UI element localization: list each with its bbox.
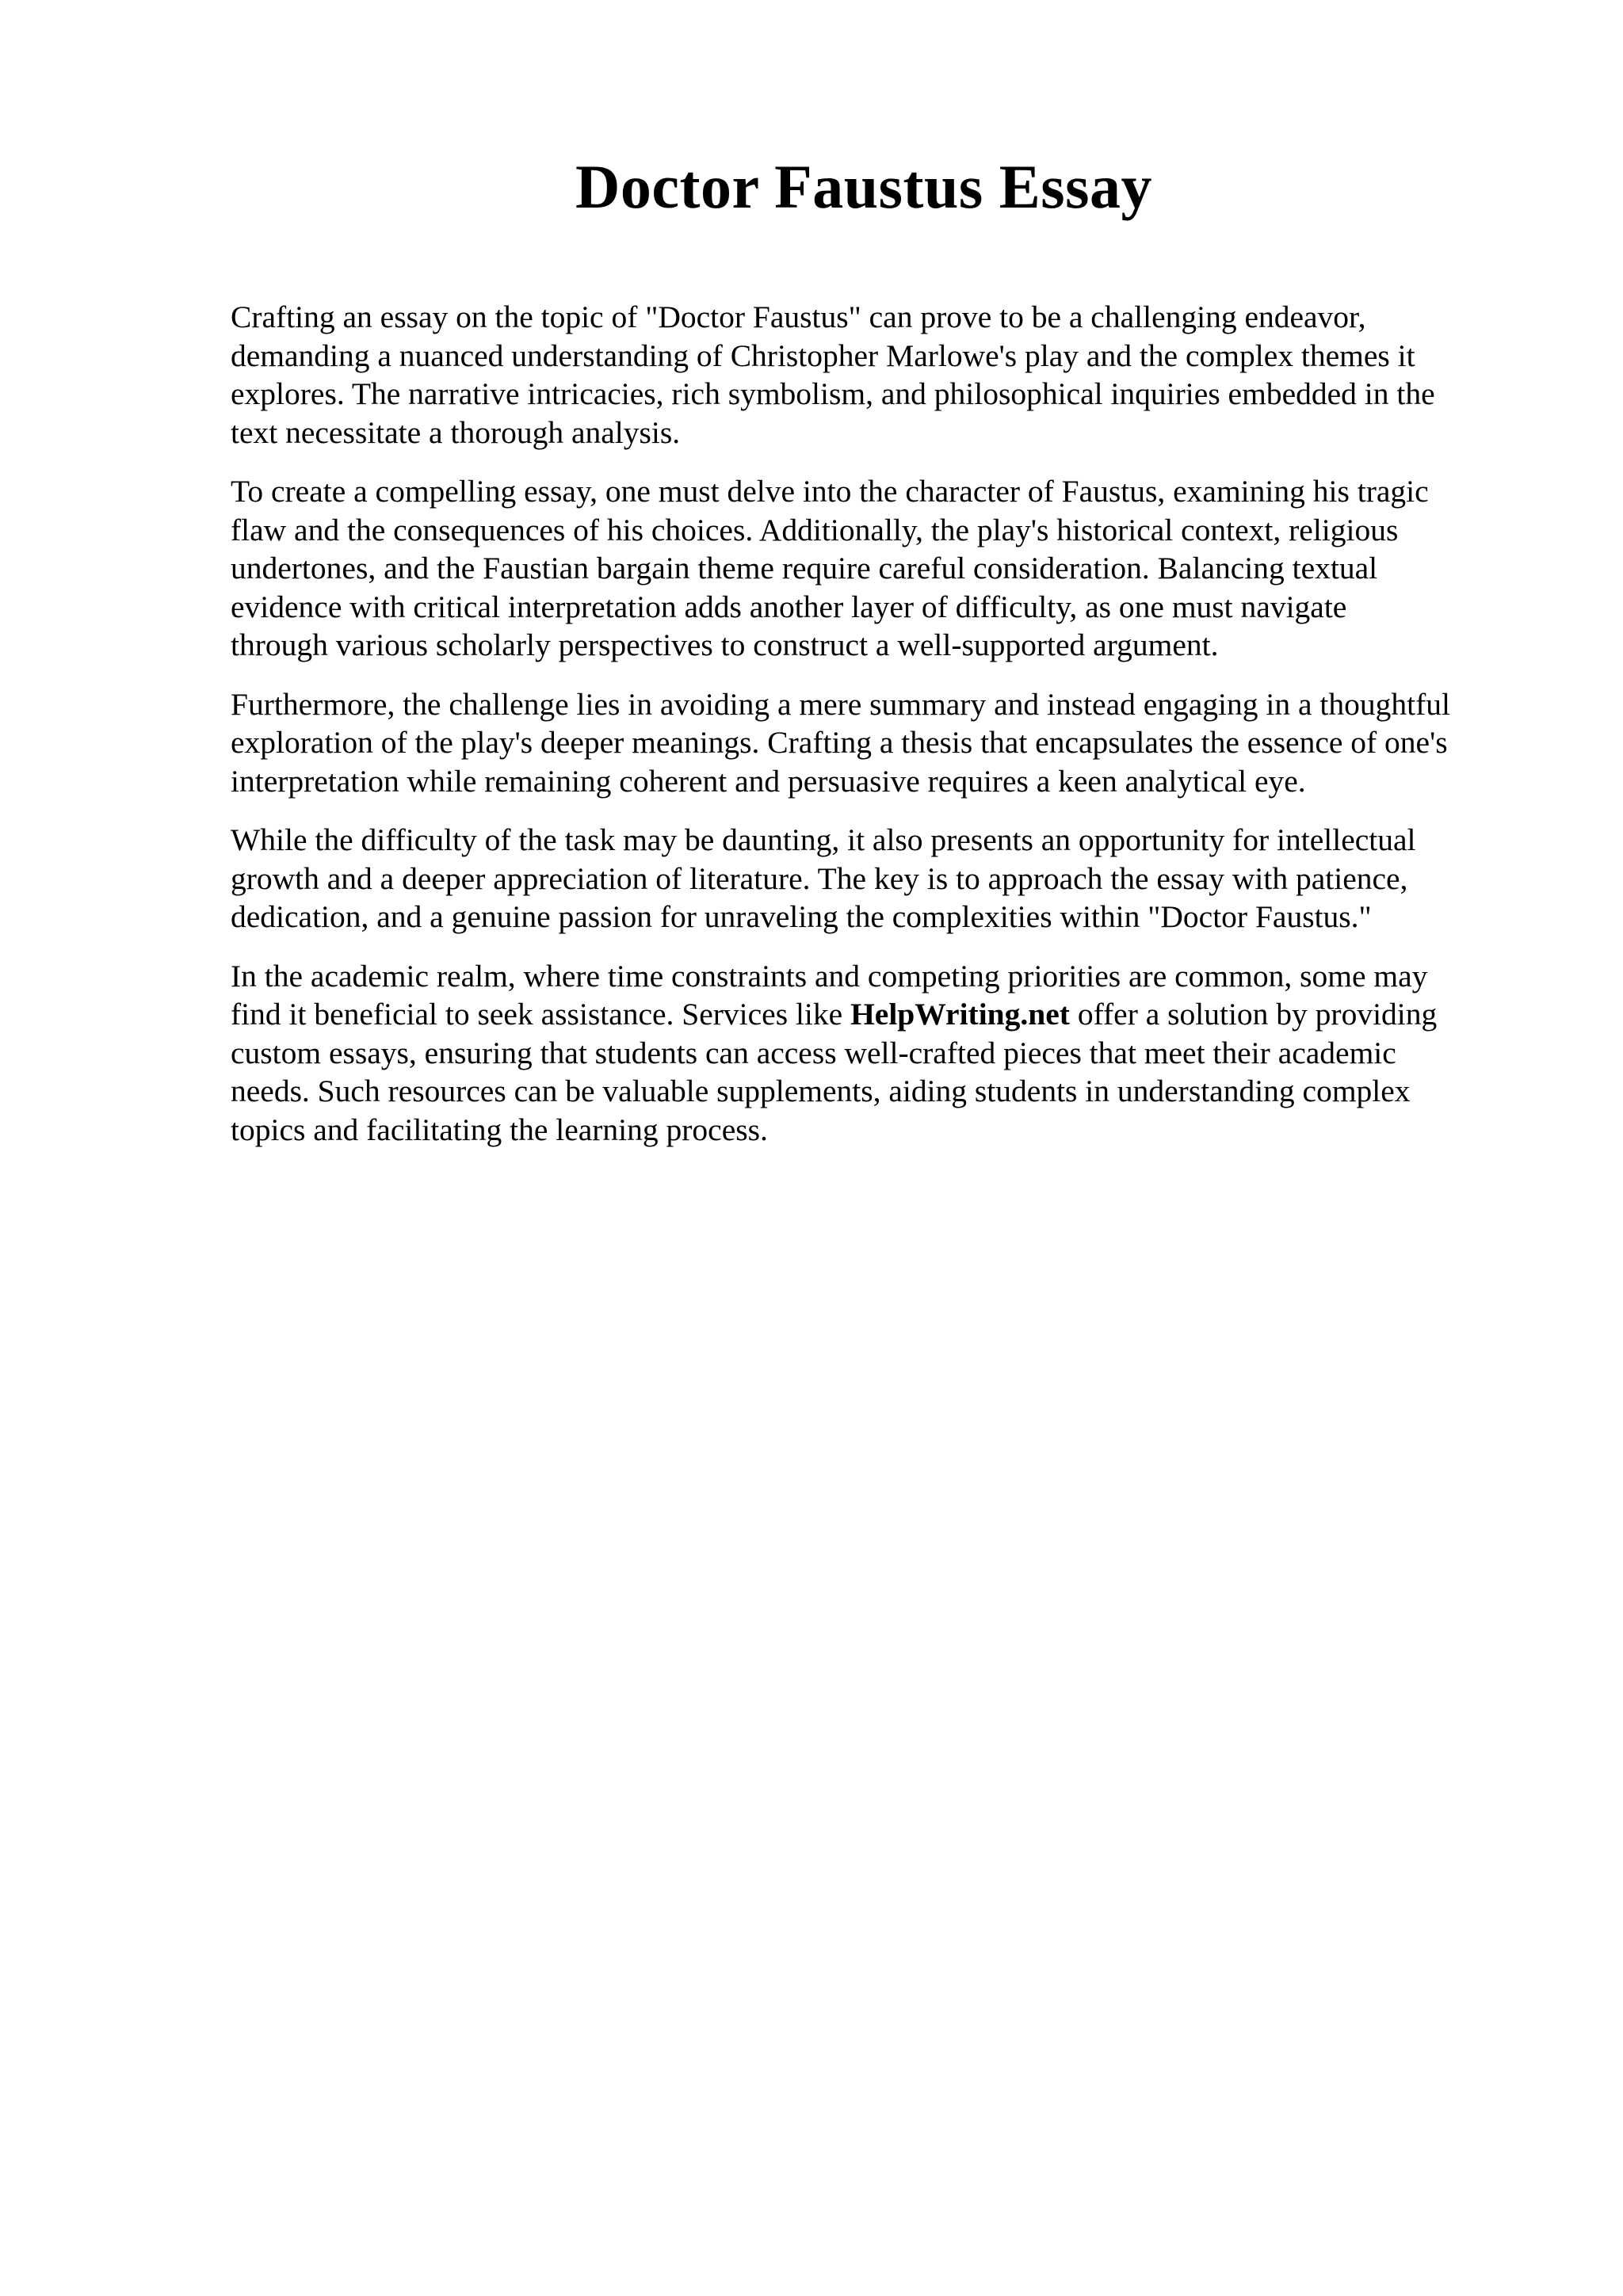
- paragraph-3: [231, 685, 1530, 801]
- document-title: Doctor Faustus Essay: [575, 152, 1152, 221]
- text-line: Furthermore, the challenge lies in avoiding a mere summary and instead engaging in a thoughtful: [231, 686, 1450, 722]
- paragraph-5: [231, 957, 1530, 1150]
- helpwriting-brand-link[interactable]: HelpWriting.net: [850, 997, 1070, 1032]
- text-line: To create a compelling essay, one must delve into the character of Faustus, examining his tragic: [231, 474, 1429, 509]
- text-line: Crafting an essay on the topic of "Doctor Faustus" can prove to be a challenging endeavor,: [231, 299, 1366, 334]
- text-line: In the academic realm, where time constraints and competing priorities are common, some may: [231, 958, 1428, 994]
- text-line: growth and a deeper appreciation of literature. The key is to approach the essay with patience,: [231, 860, 1408, 896]
- text-line: interpretation while remaining coherent and persuasive requires a keen analytical eye.: [231, 763, 1306, 799]
- text-line: topics and facilitating the learning process.: [231, 1112, 768, 1147]
- text-line: needs. Such resources can be valuable supplements, aiding students in understanding complex: [231, 1074, 1411, 1108]
- text-line: custom essays, ensuring that students can access well-crafted pieces that meet their academic: [231, 1035, 1396, 1070]
- paragraph-2: [231, 472, 1530, 665]
- text-segment: find it beneficial to seek assistance. Services like: [231, 997, 851, 1032]
- paragraph-1: [231, 298, 1530, 452]
- text-line: evidence with critical interpretation adds another layer of difficulty, as one must navigate: [231, 589, 1347, 624]
- paragraph-4: [231, 821, 1530, 936]
- text-line: dedication, and a genuine passion for unraveling the complexities within "Doctor Faustus.": [231, 899, 1372, 934]
- text-line: exploration of the play's deeper meanings. Crafting a thesis that encapsulates the essence of one's: [231, 725, 1448, 760]
- text-line: text necessitate a thorough analysis.: [231, 414, 681, 450]
- text-line: flaw and the consequences of his choices. Additionally, the play's historical context, religious: [231, 512, 1399, 547]
- text-segment: offer a solution by providing: [1069, 997, 1438, 1032]
- text-line: While the difficulty of the task may be daunting, it also presents an opportunity for intellectual: [231, 822, 1416, 857]
- text-line: [231, 995, 1530, 1034]
- document-body: [231, 298, 1530, 1169]
- text-line: demanding a nuanced understanding of Christopher Marlowe's play and the complex themes it: [231, 338, 1415, 373]
- text-line: through various scholarly perspectives to construct a well-supported argument.: [231, 627, 1219, 662]
- text-line: explores. The narrative intricacies, rich symbolism, and philosophical inquiries embedded in the: [231, 376, 1435, 411]
- text-line: undertones, and the Faustian bargain theme require careful consideration. Balancing textual: [231, 551, 1378, 585]
